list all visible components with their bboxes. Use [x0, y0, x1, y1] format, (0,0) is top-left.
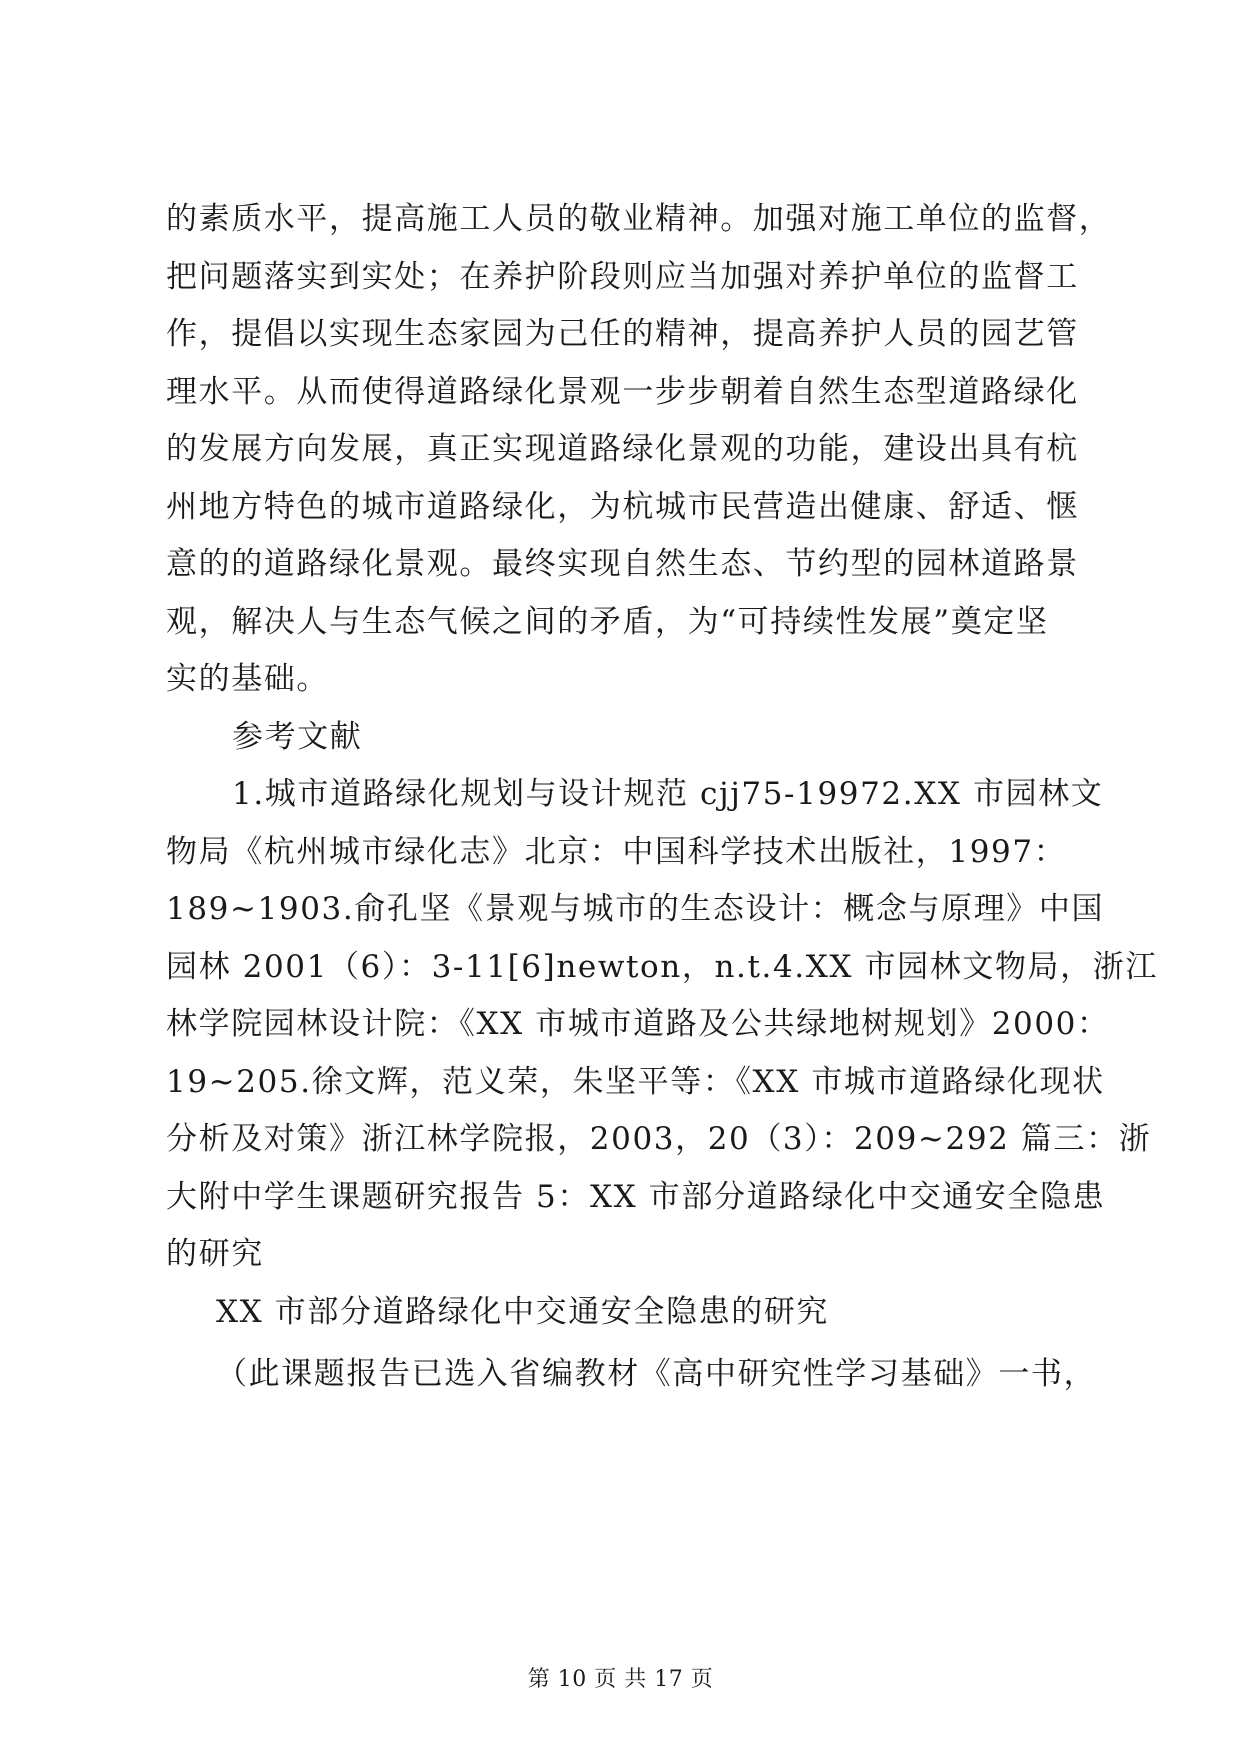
body-line: 州地方特色的城市道路绿化，为杭城市民营造出健康、舒适、惬: [166, 488, 1079, 525]
note-line: （此课题报告已选入省编教材《高中研究性学习基础》一书，: [216, 1356, 1097, 1392]
reference-line: 物局《杭州城市绿化志》北京：中国科学技术出版社，1997：: [166, 833, 1067, 870]
reference-line: 的研究: [166, 1236, 264, 1272]
section-title-block: [166, 1284, 1086, 1342]
reference-line: 林学院园林设计院：《XX 市城市道路及公共绿地树规划》2000：: [166, 1006, 1110, 1042]
reference-line: 大附中学生课题研究报告 5：XX 市部分道路绿化中交通安全隐患: [166, 1178, 1106, 1215]
body-line: 的发展方向发展，真正实现道路绿化景观的功能，建设出具有杭: [166, 431, 1079, 467]
body-paragraph: [166, 191, 1112, 709]
body-line: 观，解决人与生态气候之间的矛盾，为“可持续性发展”奠定坚: [166, 603, 1049, 640]
references-heading-block: [166, 709, 1086, 767]
body-line: 理水平。从而使得道路绿化景观一步步朝着自然生态型道路绿化: [166, 373, 1079, 410]
references-list: [166, 766, 1158, 1284]
body-line: 实的基础。: [166, 661, 329, 697]
reference-line: 19~205.徐文辉，范义荣，朱坚平等：《XX 市城市道路绿化现状: [166, 1063, 1105, 1100]
reference-line: 1.城市道路绿化规划与设计规范 cjj75-19972.XX 市园林文: [232, 776, 1104, 812]
body-line: 作，提倡以实现生态家园为己任的精神，提高养护人员的园艺管: [166, 316, 1079, 352]
note-block: [166, 1346, 1097, 1404]
references-heading: 参考文献: [232, 719, 363, 755]
reference-line: 园林 2001（6）：3-11[6]newton，n.t.4.XX 市园林文物局，浙江: [166, 948, 1158, 985]
section-title: XX 市部分道路绿化中交通安全隐患的研究: [216, 1294, 829, 1330]
reference-line: 189~1903.俞孔坚《景观与城市的生态设计：概念与原理》中国: [166, 891, 1105, 927]
body-line: 把问题落实到实处；在养护阶段则应当加强对养护单位的监督工: [166, 258, 1079, 295]
body-line: 的素质水平，提高施工人员的敬业精神。加强对施工单位的监督，: [166, 201, 1112, 237]
reference-line: 分析及对策》浙江林学院报，2003，20（3）：209~292 篇三：浙: [166, 1121, 1152, 1157]
body-line: 意的的道路绿化景观。最终实现自然生态、节约型的园林道路景: [166, 546, 1079, 582]
page-footer: 第 10 页 共 17 页: [527, 1667, 714, 1692]
